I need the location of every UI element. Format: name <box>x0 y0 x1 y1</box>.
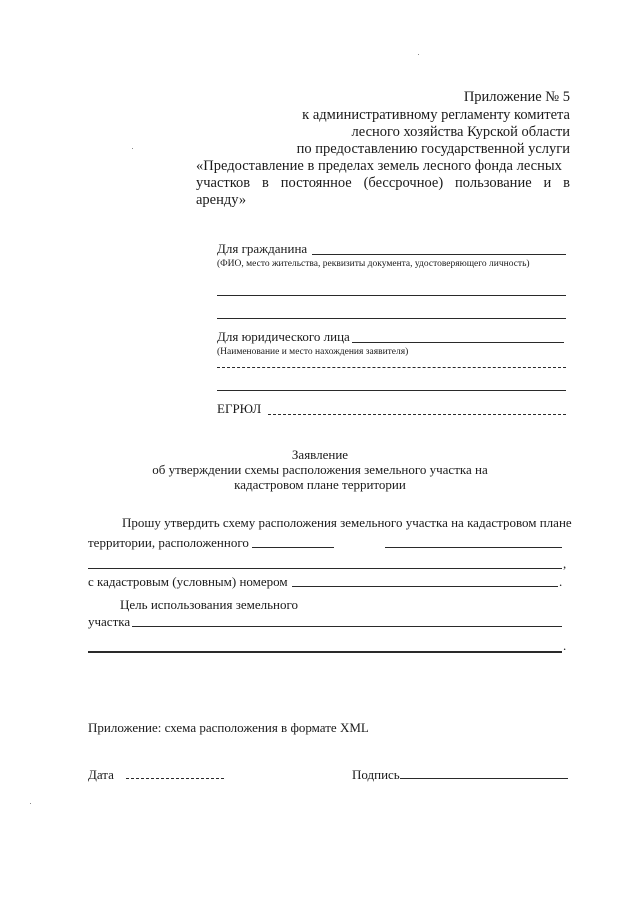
header-line-4: «Предоставление в пределах земель лесного фонда лесных <box>196 158 562 174</box>
date-label: Дата <box>88 767 114 782</box>
request-text: Прошу утвердить схему расположения земельного участка на кадастровом плане <box>122 515 572 530</box>
attachment-note: Приложение: схема расположения в формате XML <box>88 720 369 735</box>
citizen-name-line[interactable] <box>312 254 566 255</box>
header-line-1: к административному регламенту комитета <box>302 107 570 123</box>
egrul-line[interactable] <box>268 414 566 415</box>
citizen-address-line-2[interactable] <box>217 318 566 319</box>
statement-title: Заявление <box>291 447 349 462</box>
territory-label: территории, расположенного <box>88 535 249 550</box>
statement-subtitle-1: об утверждении схемы расположения земельного участка на <box>152 462 488 477</box>
header-line-5: участков в постоянное (бессрочное) пользование и в <box>196 175 570 191</box>
territory-field-1[interactable] <box>252 547 334 548</box>
scan-speck <box>418 54 419 55</box>
header-line-2: лесного хозяйства Курской области <box>351 124 570 140</box>
legal-entity-hint: (Наименование и место нахождения заявителя) <box>217 347 409 357</box>
scan-speck <box>30 803 31 804</box>
cadastral-number-label: с кадастровым (условным) номером <box>88 574 288 589</box>
legal-entity-address-line-1[interactable] <box>217 367 566 368</box>
signature-field[interactable] <box>400 778 568 779</box>
territory-field-2[interactable] <box>385 547 562 548</box>
cadastral-number-field[interactable] <box>292 586 558 587</box>
egrul-label: ЕГРЮЛ <box>217 401 262 416</box>
header-line-3: по предоставлению государственной услуги <box>296 141 570 157</box>
purpose-field-1[interactable] <box>132 626 562 627</box>
citizen-hint: (ФИО, место жительства, реквизиты документа, удостоверяющего личность) <box>217 259 530 269</box>
appendix-number: Приложение № 5 <box>463 89 570 105</box>
plot-label: участка <box>88 614 131 629</box>
cadastral-period: . <box>559 574 563 589</box>
citizen-address-line-1[interactable] <box>217 295 566 296</box>
header-line-6: аренду» <box>196 192 247 208</box>
purpose-field-2[interactable] <box>88 651 562 653</box>
statement-subtitle-2: кадастровом плане территории <box>234 477 406 492</box>
location-line[interactable] <box>88 568 562 569</box>
location-comma: , <box>563 556 567 571</box>
scan-speck <box>132 148 133 149</box>
purpose-label: Цель использования земельного <box>120 597 298 612</box>
date-field[interactable] <box>126 778 224 779</box>
signature-label: Подпись <box>352 767 400 782</box>
legal-entity-name-line[interactable] <box>352 342 564 343</box>
purpose-period: . <box>563 638 567 653</box>
legal-entity-address-line-2[interactable] <box>217 390 566 391</box>
citizen-label: Для гражданина <box>217 241 308 256</box>
legal-entity-label: Для юридического лица <box>217 329 350 344</box>
